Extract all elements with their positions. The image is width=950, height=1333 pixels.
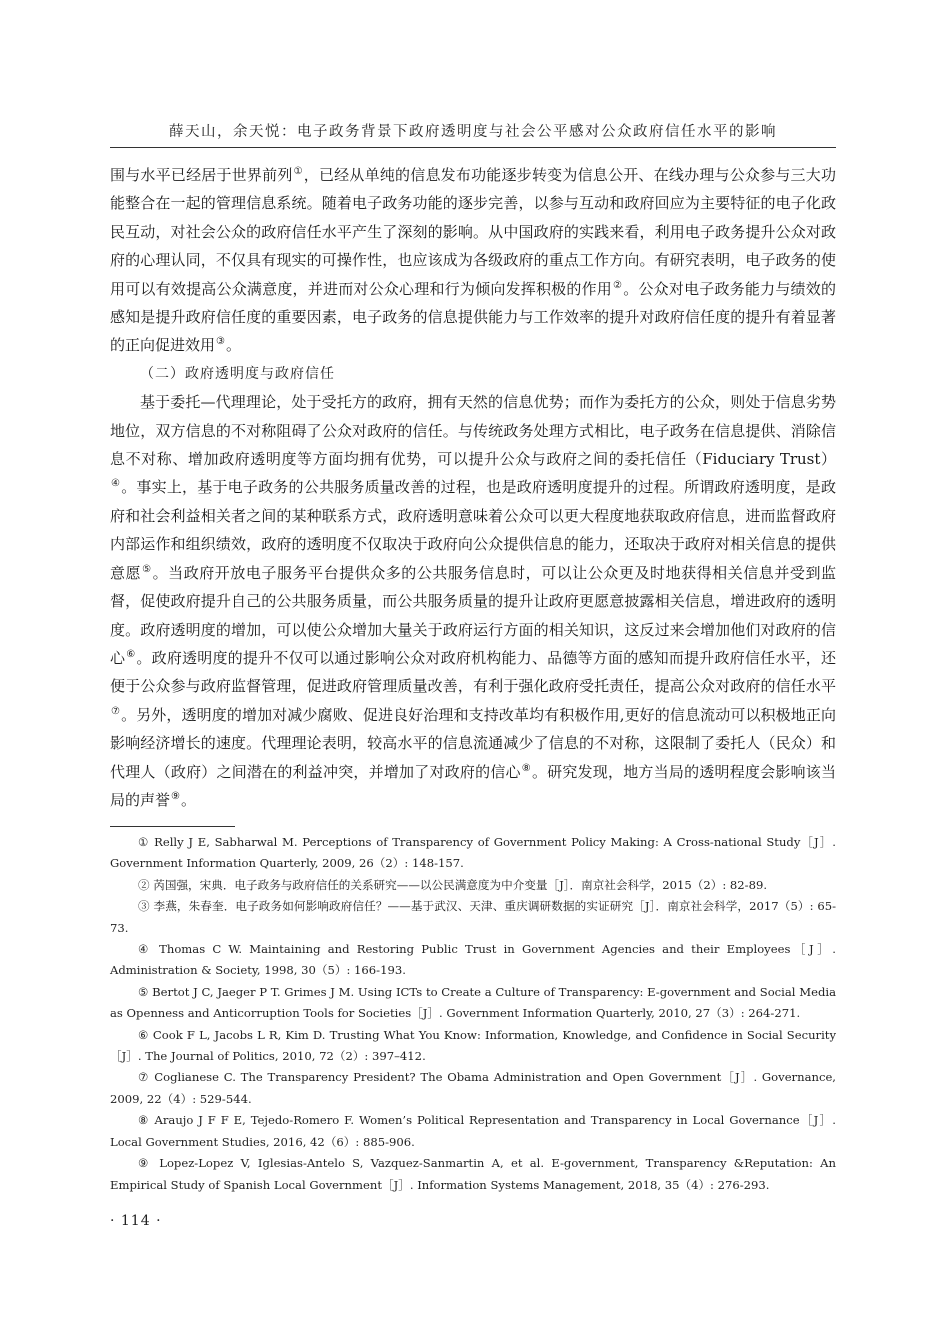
- paragraph-1: [110, 161, 836, 360]
- body-text: [110, 161, 836, 814]
- footnote-ref-6[interactable]: ⑥: [126, 648, 136, 660]
- footnote-5: ⑤ Bertot J C, Jaeger P T. Grimes J M. Using ICTs to Create a Culture of Transparency: E-government and Social Media as Openness and Anticorruption Tools for Societies［J］. Government Information Quarterly, 2010, 27（3）: 264-271.: [110, 984, 836, 1021]
- footnote-1: ① Relly J E, Sabharwal M. Perceptions of Transparency of Government Policy Making: A Cross-national Study［J］. Government Information Quarterly, 2009, 26（2）: 148-157.: [110, 835, 836, 871]
- footnotes: [110, 832, 836, 1196]
- paragraph-2-text: 。研究发现，地方当局的透明程度会影响该当局的声誉: [110, 762, 836, 809]
- paragraph-2-text: 。事实上，基于电子政务的公共服务质量改善的过程，也是政府透明度提升的过程。所谓政府透明度，是政府和社会利益相关者之间的某种联系方式，政府透明意味着公众可以更大程度地获取政府信息，进而监督政府内部运作和组织绩效，政府的透明度不仅取决于政府向公众提供信息的能力，还取决于政府对相关信息的提供意愿: [110, 478, 836, 582]
- paragraph-2: [110, 388, 836, 814]
- section-heading: （二）政府透明度与政府信任: [140, 365, 335, 382]
- footnote-3: ③ 李燕，朱春奎．电子政务如何影响政府信任？——基于武汉、天津、重庆调研数据的实证研究［J］．南京社会科学，2017（5）: 65-73.: [110, 899, 836, 935]
- paragraph-1-text: ，已经从单纯的信息发布功能逐步转变为信息公开、在线办理与公众参与三大功能整合在一起的管理信息系统。随着电子政务功能的逐步完善，以参与互动和政府回应为主要特征的电子化政民互动，对社会公众的政府信任水平产生了深刻的影响。从中国政府的实践来看，利用电子政务提升公众对政府的心理认同，不仅具有现实的可操作性，也应该成为各级政府的重点工作方向。有研究表明，电子政务的使用可以有效提高公众满意度，并进而对公众心理和行为倾向发挥积极的作用: [110, 166, 836, 298]
- footnote-ref-1[interactable]: ①: [293, 166, 303, 177]
- paragraph-2-text: 。当政府开放电子服务平台提供众多的公共服务信息时，可以让公众更及时地获得相关信息并受到监督，促使政府提升自己的公共服务质量，而公共服务质量的提升让政府更愿意披露相关信息，增进政府的透明度。政府透明度的增加，可以使公众增加大量关于政府运行方面的相关知识，这反过来会增加他们对政府的信心: [110, 563, 836, 667]
- paragraph-2-text: 。另外，透明度的增加对减少腐败、促进良好治理和支持改革均有积极作用,更好的信息流动可以积极地正向影响经济增长的速度。代理理论表明，较高水平的信息流通减少了信息的不对称，这限制了委托人（民众）和代理人（政府）之间潜在的利益冲突，并增加了对政府的信心: [110, 705, 836, 781]
- paragraph-2-text: 基于委托—代理理论，处于受托方的政府，拥有天然的信息优势；而作为委托方的公众，则处于信息劣势地位，双方信息的不对称阻碍了公众对政府的信任。与传统政务处理方式相比，电子政务在信息提供、消除信息不对称、增加政府透明度等方面均拥有优势，可以提升公众与政府之间的委托信任（Fiduciary Trust）: [110, 393, 836, 469]
- footnote-7: ⑦ Coglianese C. The Transparency President? The Obama Administration and Open Government［J］. Governance, 2009, 22（4）: 529-544.: [110, 1070, 836, 1106]
- page-number: · 114 ·: [110, 1213, 162, 1229]
- footnote-ref-8[interactable]: ⑧: [521, 762, 531, 774]
- footnote-9: ⑨ Lopez-Lopez V, Iglesias-Antelo S, Vazquez-Sanmartin A, et al. E-government, Transparency &Reputation: An Empirical Study of Spanish Local Government［J］. Information Systems Management, 2018, 35（4）: 276-293.: [110, 1156, 836, 1192]
- paragraph-2-text: 。: [180, 790, 196, 809]
- paragraph-1-text: 。公众对电子政务能力与绩效的感知是提升政府信任度的重要因素，电子政务的信息提供能力与工作效率的提升对政府信任度的提升有着显著的正向促进效用: [110, 279, 836, 355]
- footnote-8: ⑧ Araujo J F F E, Tejedo-Romero F. Women’s Political Representation and Transparency in Local Governance［J］. Local Government Studies, 2016, 42（6）: 885-906.: [110, 1113, 836, 1149]
- footnote-4: ④ Thomas C W. Maintaining and Restoring Public Trust in Government Agencies and their Employees［J］. Administration & Society, 1998, 30（5）: 166-193.: [110, 942, 836, 978]
- running-head: 薛天山，余天悦：电子政务背景下政府透明度与社会公平感对公众政府信任水平的影响: [169, 124, 777, 140]
- footnote-ref-3[interactable]: ③: [216, 336, 225, 348]
- footnote-ref-2[interactable]: ②: [613, 279, 623, 291]
- footnote-ref-9[interactable]: ⑨: [171, 790, 180, 802]
- footnote-ref-7[interactable]: ⑦: [111, 705, 121, 717]
- footnote-ref-4[interactable]: ④: [111, 478, 121, 490]
- footnote-rule: [110, 826, 235, 827]
- footnote-ref-5[interactable]: ⑤: [142, 563, 152, 575]
- paragraph-2-text: 。政府透明度的提升不仅可以通过影响公众对政府机构能力、品德等方面的感知而提升政府信任水平，还便于公众参与政府监督管理，促进政府管理质量改善，有利于强化政府受托责任，提高公众对政府的信任水平: [110, 648, 836, 696]
- paragraph-1-text: 围与水平已经居于世界前列: [110, 166, 293, 184]
- footnote-2: ② 芮国强，宋典．电子政务与政府信任的关系研究——以公民满意度为中介变量［J］．南京社会科学，2015（2）: 82-89.: [138, 877, 768, 892]
- paragraph-1-text: 。: [225, 336, 241, 355]
- footnote-6: ⑥ Cook F L, Jacobs L R, Kim D. Trusting What You Know: Information, Knowledge, and Confidence in Social Security［J］. The Journal of Politics, 2010, 72（2）: 397–412.: [110, 1027, 836, 1064]
- header-rule: [110, 147, 836, 148]
